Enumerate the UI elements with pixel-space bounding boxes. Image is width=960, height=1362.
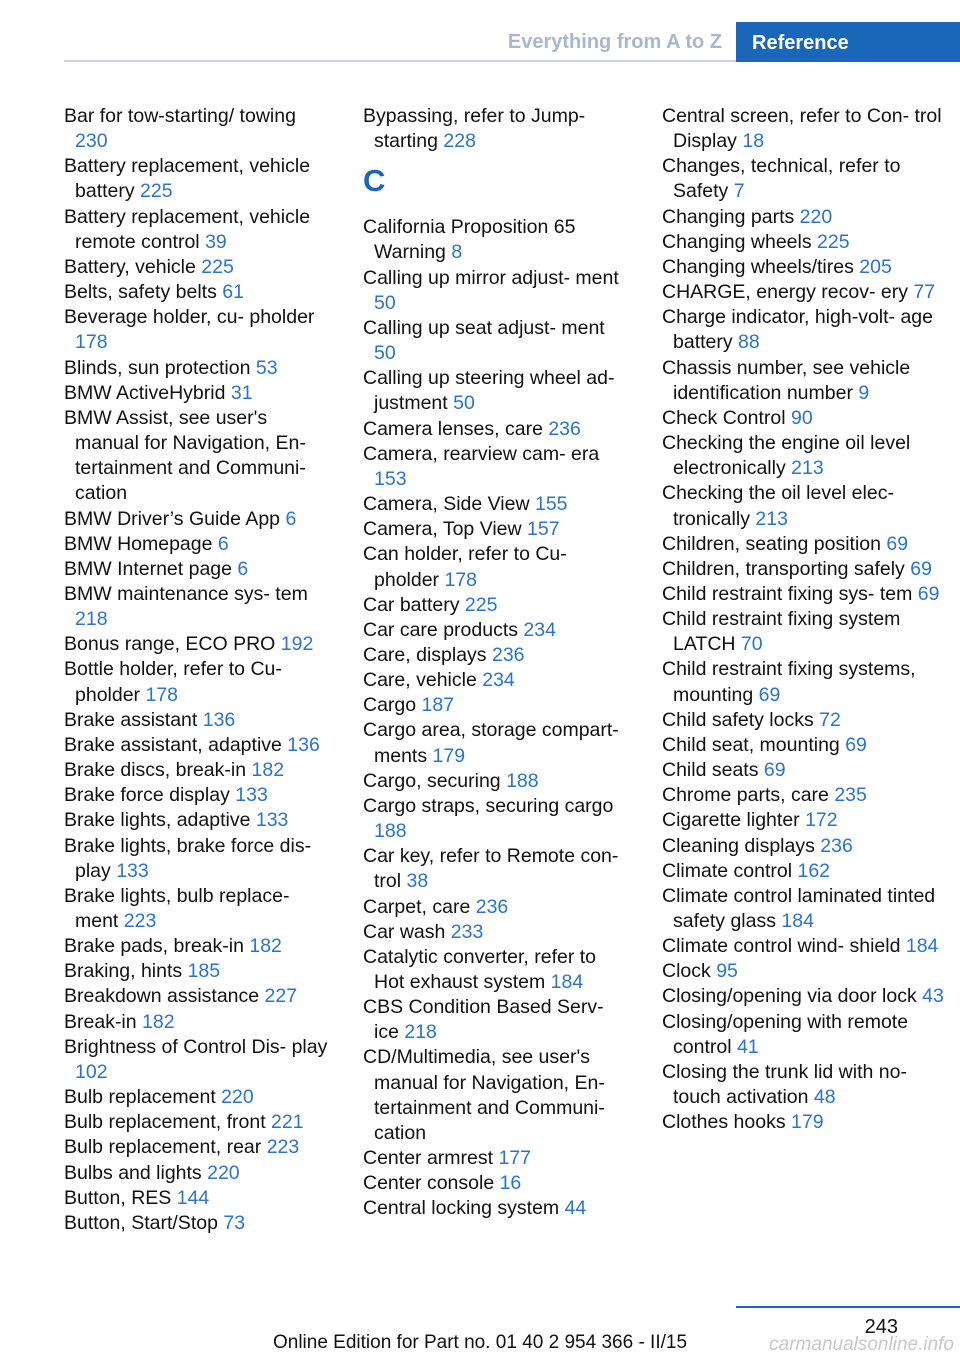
index-column-2: [363, 104, 631, 1222]
index-entry: [64, 984, 332, 1009]
index-entry: [662, 783, 952, 808]
index-entry: [363, 1196, 631, 1221]
index-page-link[interactable]: 225: [817, 230, 850, 253]
index-entry: [64, 1085, 332, 1110]
index-page-link[interactable]: 50: [374, 342, 396, 365]
index-page-link[interactable]: 69: [917, 582, 940, 605]
index-page-link[interactable]: 178: [75, 331, 108, 354]
index-entry-text: Brake lights, bulb replace‐ ment: [64, 884, 290, 932]
index-entry: [363, 618, 631, 643]
index-entry: [662, 808, 952, 833]
index-page-link[interactable]: 53: [255, 356, 278, 379]
index-entry-text: Breakdown assistance: [64, 985, 265, 1008]
index-page-link[interactable]: 44: [564, 1197, 587, 1220]
index-entry-text: CHARGE, energy recov‐ ery: [662, 281, 914, 304]
index-page-link[interactable]: 133: [116, 859, 149, 882]
index-entry: [662, 1110, 952, 1135]
index-entry: [662, 1010, 952, 1060]
index-page-link[interactable]: 95: [716, 960, 738, 983]
index-entry: [64, 406, 332, 507]
index-entry: [64, 959, 332, 984]
index-page-link[interactable]: 225: [140, 180, 173, 203]
index-entry: [662, 104, 952, 154]
index-entry-text: Battery, vehicle: [64, 255, 202, 278]
index-entry-text: Changing wheels/tires: [662, 255, 860, 278]
index-page-link[interactable]: 77: [913, 281, 936, 304]
index-page-link[interactable]: 50: [453, 392, 475, 415]
index-page-link[interactable]: 223: [266, 1136, 300, 1159]
index-page-link[interactable]: 162: [797, 859, 831, 882]
index-entry-text: Clothes hooks: [662, 1111, 791, 1134]
index-page-link[interactable]: 205: [859, 255, 892, 278]
index-entry-text: Check Control: [662, 406, 791, 429]
index-page-link[interactable]: 69: [845, 733, 867, 756]
index-entry: [363, 668, 631, 693]
index-entry-text: Child restraint fixing system LATCH: [662, 608, 901, 656]
index-page-link[interactable]: 153: [374, 467, 407, 490]
index-entry-text: Care, vehicle: [363, 669, 483, 692]
index-page-link[interactable]: 48: [813, 1086, 836, 1109]
index-entry-text: Bar for tow-starting/ towing: [64, 105, 296, 127]
index-entry-text: Bottle holder, refer to Cu‐ pholder: [64, 658, 282, 706]
index-page-link[interactable]: 184: [905, 935, 939, 958]
index-entry-text: Child restraint fixing sys‐ tem: [662, 582, 918, 605]
index-page-link[interactable]: 184: [781, 910, 814, 932]
index-page-link[interactable]: 9: [858, 381, 870, 404]
index-entry-text: Children, transporting safely: [662, 557, 911, 580]
index-entry-text: Break-in: [64, 1010, 143, 1033]
index-page-link[interactable]: 236: [820, 834, 853, 857]
index-entry-text: Calling up steering wheel ad‐ justment: [363, 367, 615, 415]
index-page-link[interactable]: 172: [805, 809, 838, 832]
index-entry-text: Care, displays: [363, 643, 492, 666]
index-entry-text: Climate control: [662, 859, 798, 882]
index-page-link[interactable]: 69: [763, 759, 786, 782]
index-entry-text: BMW Homepage: [64, 532, 218, 555]
index-page-link[interactable]: 31: [230, 381, 253, 404]
index-entry: [662, 280, 952, 305]
index-entry: [363, 1146, 631, 1171]
index-entry-text: Braking, hints: [64, 960, 188, 983]
index-entry: [662, 733, 952, 758]
index-entry-text: Calling up seat adjust‐ ment: [363, 316, 605, 339]
index-page-link[interactable]: 182: [251, 759, 285, 782]
index-page-link[interactable]: 39: [205, 230, 227, 253]
index-page-link[interactable]: 6: [217, 532, 229, 555]
index-entry-text: Brake lights, brake force dis‐ play: [64, 834, 312, 882]
index-entry: [662, 230, 952, 255]
index-entry: [64, 557, 332, 582]
index-entry: [662, 1060, 952, 1110]
index-entry-text: Charge indicator, high-volt‐ age battery: [662, 306, 933, 354]
index-entry: [662, 834, 952, 859]
index-entry-text: Carpet, care: [363, 895, 476, 918]
index-entry-text: Calling up mirror adjust‐ ment: [363, 266, 619, 289]
index-entry-text: California Proposition 65 Warning: [363, 216, 576, 264]
index-page-link[interactable]: 7: [733, 180, 745, 203]
index-entry: [363, 920, 631, 945]
index-entry: [662, 255, 952, 280]
index-entry: [64, 1161, 332, 1186]
index-entry-text: Bulbs and lights: [64, 1161, 208, 1184]
page-number: 243: [864, 1316, 898, 1338]
index-entry-text: Cargo, securing: [363, 769, 507, 792]
index-entry-text: Brake pads, break-in: [64, 935, 250, 958]
index-entry: [363, 417, 631, 442]
index-entry: [363, 215, 631, 265]
index-entry: [64, 381, 332, 406]
index-entry: [64, 532, 332, 557]
index-entry-text: Button, RES: [64, 1186, 177, 1209]
index-column-3: [662, 104, 952, 1135]
index-entry: [64, 708, 332, 733]
index-entry: [662, 607, 952, 657]
index-page-link[interactable]: 236: [491, 643, 525, 666]
index-entry-text: Camera, Top View: [363, 518, 528, 541]
index-page-link[interactable]: 235: [834, 784, 867, 807]
index-entry: [64, 632, 332, 657]
index-entry: [363, 769, 631, 794]
index-entry: [363, 542, 631, 592]
index-entry: [662, 657, 952, 707]
index-page-link[interactable]: 236: [548, 417, 581, 440]
edition-text: Online Edition for Part no. 01 40 2 954 366 - II/15: [272, 1332, 688, 1353]
index-page-link[interactable]: 218: [404, 1021, 437, 1044]
index-page-link[interactable]: 69: [910, 557, 932, 580]
index-entry-text: Catalytic converter, refer to Hot exhaust system: [363, 945, 597, 993]
index-entry: [64, 834, 332, 884]
index-column-1: [64, 104, 332, 1236]
index-page-link[interactable]: 227: [264, 985, 298, 1008]
index-page-link[interactable]: 223: [123, 910, 157, 932]
index-entry-text: Clock: [662, 960, 717, 983]
index-page-link[interactable]: 38: [406, 870, 429, 893]
index-entry: [363, 366, 631, 416]
index-entry: [363, 844, 631, 894]
index-entry: [64, 1186, 332, 1211]
index-entry: [363, 266, 631, 316]
index-entry-text: Car wash: [363, 920, 451, 943]
index-page-link[interactable]: 184: [550, 971, 584, 993]
index-page-link[interactable]: 69: [758, 683, 781, 706]
index-entry: [64, 1010, 332, 1035]
index-page-link[interactable]: 234: [482, 669, 515, 692]
index-page-link[interactable]: 236: [475, 895, 509, 918]
index-page-link[interactable]: 220: [207, 1161, 240, 1184]
index-page-link[interactable]: 157: [527, 518, 560, 541]
index-page-link[interactable]: 136: [287, 733, 320, 756]
index-entry: [363, 492, 631, 517]
header-section-title: Everything from A to Z: [507, 31, 722, 53]
index-entry: [64, 783, 332, 808]
index-entry: [363, 945, 631, 995]
index-entry-text: Chrome parts, care: [662, 784, 835, 807]
index-entry-text: Closing/opening via door lock: [662, 985, 923, 1008]
index-page-link[interactable]: 234: [523, 618, 556, 641]
index-entry-text: Cleaning displays: [662, 834, 821, 857]
index-entry-text: Car battery: [363, 593, 465, 616]
index-entry: [64, 280, 332, 305]
index-page-link[interactable]: 228: [443, 130, 476, 153]
index-entry: [64, 733, 332, 758]
index-entry-text: Child seat, mounting: [662, 733, 846, 756]
index-entry: [662, 984, 952, 1009]
index-entry: [662, 356, 952, 406]
index-entry-text: BMW Internet page: [64, 557, 238, 580]
index-entry-text: Checking the engine oil level electronically: [662, 432, 911, 480]
index-page-link[interactable]: 178: [145, 683, 179, 706]
index-entry: [64, 582, 332, 632]
index-entry: [662, 708, 952, 733]
index-entry: [662, 884, 952, 934]
index-entry-text: BMW maintenance sys‐ tem: [64, 582, 308, 605]
index-page-link[interactable]: 225: [464, 593, 498, 616]
index-page-link[interactable]: 155: [534, 493, 568, 516]
index-entry: [64, 255, 332, 280]
index-page-link[interactable]: 43: [922, 985, 944, 1008]
index-entry: [662, 582, 952, 607]
header-tab-reference[interactable]: Reference: [736, 22, 960, 62]
index-page-link[interactable]: 144: [176, 1186, 210, 1209]
index-entry: [64, 934, 332, 959]
index-entry: [363, 693, 631, 718]
index-entry: [64, 1110, 332, 1135]
index-entry-text: Changing parts: [662, 205, 800, 228]
index-page-link[interactable]: 73: [223, 1211, 246, 1234]
index-entry-text: Car care products: [363, 618, 524, 641]
index-page-link[interactable]: 182: [249, 935, 282, 958]
index-entry-text: Bulb replacement, rear: [64, 1136, 267, 1159]
index-entry-text: Battery replacement, vehicle remote control: [64, 205, 311, 253]
index-page-link[interactable]: 6: [285, 507, 297, 530]
index-page-link[interactable]: 182: [142, 1010, 175, 1033]
index-entry-text: BMW ActiveHybrid: [64, 381, 231, 404]
index-entry-text: Checking the oil level elec‐ tronically: [662, 482, 894, 530]
index-entry: [64, 1211, 332, 1236]
index-entry: [363, 517, 631, 542]
index-entry-text: Brake discs, break-in: [64, 759, 252, 782]
index-page-link[interactable]: 6: [237, 557, 249, 580]
index-entry: [363, 718, 631, 768]
index-entry-text: Bulb replacement: [64, 1086, 222, 1109]
index-letter-heading: C: [363, 163, 386, 199]
index-entry: [662, 154, 952, 204]
index-entry: [64, 356, 332, 381]
index-entry: [64, 305, 332, 355]
index-page-link[interactable]: 218: [75, 608, 108, 631]
index-page-link[interactable]: 177: [498, 1147, 531, 1170]
index-page-link[interactable]: 18: [742, 130, 765, 153]
index-entry-text: Bypassing, refer to Jump- starting: [363, 105, 586, 153]
index-entry: [363, 995, 631, 1045]
index-page-link[interactable]: 16: [499, 1172, 522, 1195]
index-entry-text: CBS Condition Based Serv‐ ice: [363, 996, 604, 1044]
index-entry: [64, 104, 332, 154]
footer-rule: [736, 1306, 960, 1308]
index-entry-text: Climate control laminated tinted safety glass: [662, 884, 936, 932]
index-entry: [662, 305, 952, 355]
index-entry: [363, 794, 631, 844]
index-page-link[interactable]: 221: [271, 1111, 304, 1134]
index-entry: [363, 316, 631, 366]
index-entry-text: Children, seating position: [662, 532, 887, 555]
index-entry-text: Closing the trunk lid with no- touch activation: [662, 1060, 907, 1109]
index-entry: [64, 507, 332, 532]
index-entry-text: Climate control wind‐ shield: [662, 935, 906, 958]
index-page-link[interactable]: 70: [740, 633, 763, 656]
index-entry-text: Child safety locks: [662, 708, 820, 731]
index-entry-text: Changes, technical, refer to Safety: [662, 155, 901, 203]
index-entry: [64, 205, 332, 255]
index-entry: [64, 1135, 332, 1160]
index-entry-text: Child seats: [662, 759, 764, 782]
index-entry: [662, 934, 952, 959]
index-entry-text: Cargo area, storage compart‐ ments: [363, 719, 619, 767]
index-entry-text: CD/Multimedia, see user's manual for Navigation, En‐ tertainment and Communi‐ cation: [363, 1046, 605, 1144]
index-entry: [64, 758, 332, 783]
index-entry-text: Battery replacement, vehicle battery: [64, 155, 311, 203]
index-entry: [64, 884, 332, 934]
index-entry: [662, 406, 952, 431]
watermark: carmanualsonline.info: [769, 1334, 954, 1355]
index-entry-text: Camera, rearview cam‐ era: [363, 442, 600, 465]
index-page-link[interactable]: 178: [444, 568, 478, 591]
index-page-link[interactable]: 41: [736, 1035, 759, 1058]
index-entry: [363, 643, 631, 668]
index-page-link[interactable]: 72: [819, 708, 841, 731]
index-entry: [363, 104, 631, 154]
index-page-link[interactable]: 233: [450, 920, 484, 943]
index-entry: [64, 154, 332, 204]
index-entry: [363, 895, 631, 920]
index-entry-text: Central screen, refer to Con‐ trol Display: [662, 105, 942, 153]
index-entry-text: Brake assistant, adaptive: [64, 733, 288, 756]
index-page-link[interactable]: 61: [222, 281, 244, 304]
index-entry-text: Brake force display: [64, 784, 236, 807]
index-page-link[interactable]: 136: [202, 708, 236, 731]
index-entry: [363, 1171, 631, 1196]
index-page-link[interactable]: 90: [790, 406, 813, 429]
index-page-link[interactable]: 188: [374, 820, 407, 843]
index-page-link[interactable]: 102: [75, 1060, 108, 1083]
index-page-link[interactable]: 50: [374, 291, 396, 314]
index-entry-text: Center armrest: [363, 1147, 499, 1170]
index-entry: [64, 1035, 332, 1085]
index-entry-text: Camera, Side View: [363, 493, 535, 516]
index-entry: [662, 481, 952, 531]
index-page-link[interactable]: 220: [799, 205, 833, 228]
index-page-link[interactable]: 230: [75, 130, 108, 153]
index-entry-text: BMW Assist, see user's manual for Navigation, En‐ tertainment and Communi‐ cation: [64, 406, 306, 505]
index-entry-text: Cargo: [363, 694, 422, 717]
index-entry: [662, 532, 952, 557]
index-entry: [662, 205, 952, 230]
index-page-link[interactable]: 187: [421, 694, 455, 717]
index-entry: [363, 442, 631, 492]
index-page-link[interactable]: 225: [201, 255, 234, 278]
index-entry-text: Beverage holder, cu‐ pholder: [64, 306, 315, 329]
index-page-link[interactable]: 133: [255, 809, 289, 832]
index-entry-text: Brake lights, adaptive: [64, 809, 256, 832]
index-entry-text: Central locking system: [363, 1197, 565, 1220]
index-page-link[interactable]: 88: [738, 331, 760, 354]
index-page-link[interactable]: 213: [791, 457, 824, 480]
index-page-link[interactable]: 133: [235, 784, 268, 807]
index-entry: [64, 808, 332, 833]
index-page-link[interactable]: 179: [791, 1111, 824, 1134]
index-entry: [662, 431, 952, 481]
index-entry-text: Changing wheels: [662, 230, 818, 253]
index-entry-text: Chassis number, see vehicle identification number: [662, 356, 911, 404]
index-entry-text: Cigarette lighter: [662, 809, 806, 832]
index-page-link[interactable]: 179: [432, 744, 466, 767]
index-entry: [662, 959, 952, 984]
index-page-link[interactable]: 213: [755, 507, 788, 530]
index-entry-text: Center console: [363, 1172, 500, 1195]
index-page-link[interactable]: 69: [886, 532, 909, 555]
index-entry-text: Button, Start/Stop: [64, 1211, 224, 1234]
index-entry-text: Bulb replacement, front: [64, 1111, 272, 1134]
index-page-link[interactable]: 8: [451, 241, 463, 264]
index-page-link[interactable]: 188: [506, 769, 539, 792]
index-entry-text: Child restraint fixing systems, mounting: [662, 658, 916, 706]
index-entry-text: Blinds, sun protection: [64, 356, 256, 379]
index-entry-text: Camera lenses, care: [363, 417, 549, 440]
index-entry: [363, 1045, 631, 1146]
index-entry-text: Can holder, refer to Cu‐ pholder: [363, 543, 567, 591]
index-page-link[interactable]: 220: [221, 1086, 254, 1109]
index-entry-text: Belts, safety belts: [64, 281, 223, 304]
index-entry-text: Car key, refer to Remote con‐ trol: [363, 845, 619, 893]
index-entry-text: Brightness of Control Dis‐ play: [64, 1035, 328, 1058]
index-entry-text: Bonus range, ECO PRO: [64, 633, 281, 656]
index-entry-text: Brake assistant: [64, 708, 203, 731]
index-page-link[interactable]: 185: [187, 960, 221, 983]
index-entry-text: Closing/opening with remote control: [662, 1010, 909, 1058]
index-entry: [662, 758, 952, 783]
index-entry-text: BMW Driver’s Guide App: [64, 507, 286, 530]
index-page-link[interactable]: 192: [280, 633, 314, 656]
index-entry: [662, 859, 952, 884]
index-entry: [363, 593, 631, 618]
index-entry-text: Cargo straps, securing cargo: [363, 794, 614, 817]
index-entry: [64, 657, 332, 707]
index-entry: [662, 557, 952, 582]
